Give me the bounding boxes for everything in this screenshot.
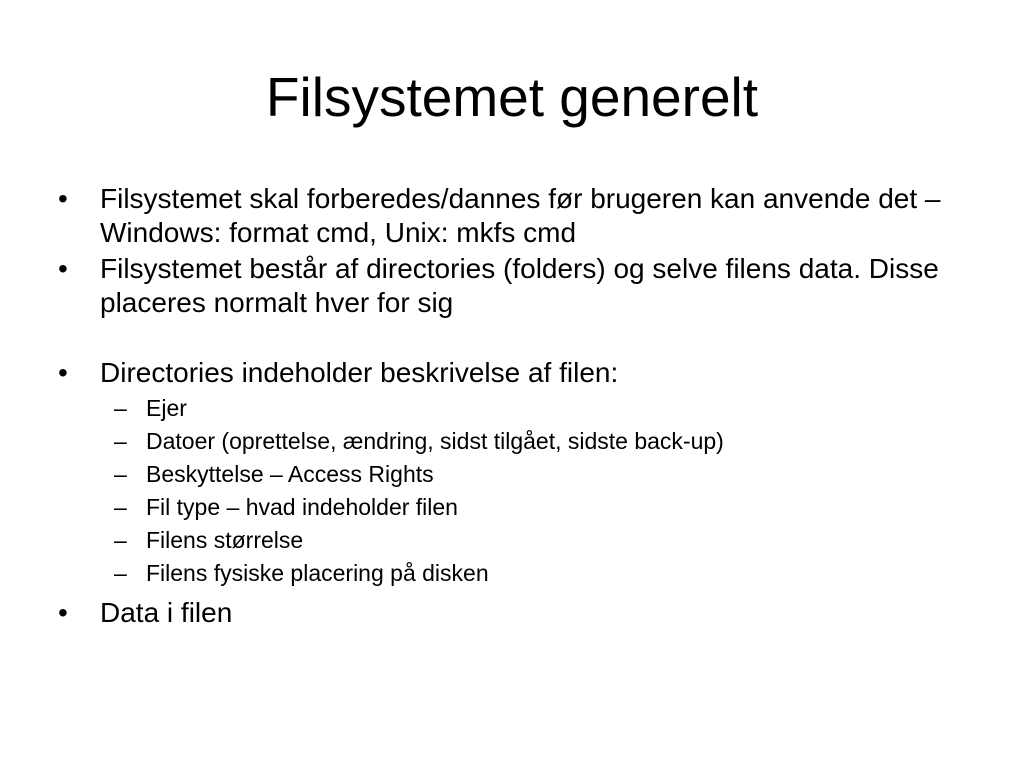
sub-bullet-text: Datoer (oprettelse, ændring, sidst tilgået, sidste back-up) [146,428,724,454]
bullet-text: Filsystemet skal forberedes/dannes før brugeren kan anvende det – Windows: format cmd, Unix: mkfs cmd [100,183,941,248]
sub-bullet-item-5 [58,524,968,557]
bullet-dot-icon: • [58,183,68,214]
slide-title: Filsystemet generelt [265,66,759,128]
dash-icon: – [114,428,127,454]
bullet-item-2 [58,252,968,320]
sub-bullet-item-6 [58,557,968,590]
bullet-dot-icon: • [58,357,68,388]
sub-bullet-list [58,392,968,590]
sub-bullet-text: Beskyttelse – Access Rights [146,461,434,487]
sub-bullet-text: Filens fysiske placering på disken [146,560,489,586]
bullet-text: Data i filen [100,597,233,628]
bullet-dot-icon: • [58,597,68,628]
dash-icon: – [114,494,127,520]
sub-bullet-text: Fil type – hvad indeholder filen [146,494,458,520]
dash-icon: – [114,461,127,487]
sub-bullet-item-3 [58,458,968,491]
sub-bullet-item-1 [58,392,968,425]
slide-body [58,182,968,632]
sub-bullet-text: Ejer [146,395,187,421]
bullet-dot-icon: • [58,253,68,284]
bullet-item-1 [58,182,968,250]
bullet-text: Directories indeholder beskrivelse af filen: [100,357,619,388]
sub-bullet-item-2 [58,425,968,458]
bullet-item-4 [58,596,968,630]
sub-bullet-text: Filens størrelse [146,527,304,553]
dash-icon: – [114,560,127,586]
sub-bullet-item-4 [58,491,968,524]
bullet-item-3 [58,356,968,390]
dash-icon: – [114,395,127,421]
bullet-text: Filsystemet består af directories (folders) og selve filens data. Disse placeres normalt hver for sig [100,253,939,318]
dash-icon: – [114,527,127,553]
